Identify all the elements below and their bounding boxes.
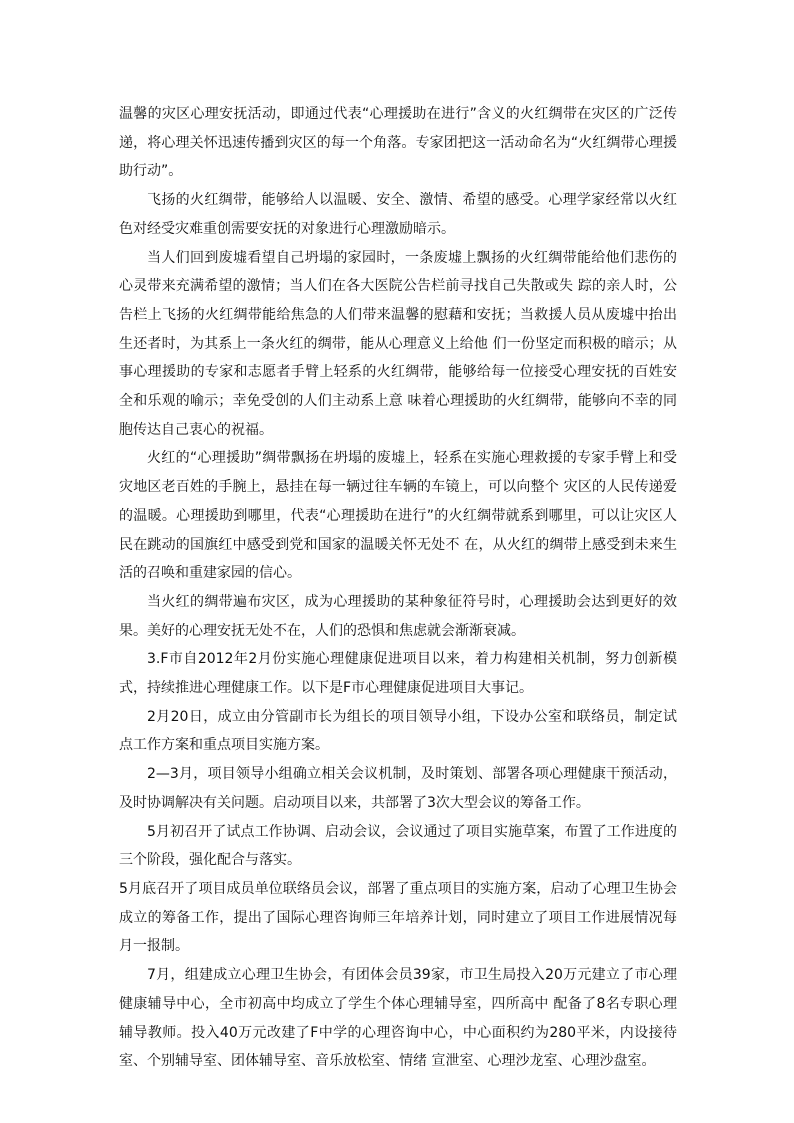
paragraph-6: 3.F市自2012年2月份实施心理健康促进项目以来，着力构建相关机制，努力创新模式，持续推进心理健康工作。以下是F市心理健康促进项目大事记。 — [119, 651, 677, 697]
paragraph-5: 当火红的绸带遍布灾区，成为心理援助的某种象征符号时，心理援助会达到更好的效果。美好的心理安抚无处不在，人们的恐惧和焦虑就会渐渐衰减。 — [119, 593, 677, 639]
paragraph-8: 2—3月，项目领导小组确立相关会议机制，及时策划、部署各项心理健康干预活动，及时协调解决有关问题。启动项目以来，共部署了3次大型会议的筹备工作。 — [119, 766, 677, 811]
paragraph-3: 当人们回到废墟看望自己坍塌的家园时，一条废墟上飘扬的火红绸带能给他们悲伤的心灵带来充满希望的激情；当人们在各大医院公告栏前寻找自己失散或失 踪的亲人时，公告栏上飞扬的火红绸带能给焦急的人们带来温馨的慰藉和安抚；当救援人员从废墟中抬出生还者时，为其系上一条火红的绸带，能从心理意义上给他 们一份坚定而积极的暗示；从事心理援助的专家和志愿者手臂上轻系的火红绸带，能够给每一位接受心理安抚的百姓安全和乐观的喻示；幸免受创的人们主动系上意 味着心理援助的火红绸带，能够向不幸的同胞传达自己衷心的祝福。 — [119, 249, 677, 438]
paragraph-2: 飞扬的火红绸带，能够给人以温暖、安全、激情、希望的感受。心理学家经常以火红色对经受灾难重创需要安抚的对象进行心理激励暗示。 — [119, 192, 677, 237]
document-body — [119, 100, 677, 1076]
paragraph-1: 温馨的灾区心理安抚活动，即通过代表“心理援助在进行”含义的火红绸带在灾区的广泛传递，将心理关怀迅速传播到灾区的每一个角落。专家团把这一活动命名为“火红绸带心理援助行动”。 — [119, 106, 677, 180]
paragraph-4: 火红的“心理援助”绸带飘扬在坍塌的废墟上，轻系在实施心理救援的专家手臂上和受灾地区老百姓的手腕上，悬挂在每一辆过往车辆的车镜上，可以向整个 灾区的人民传递爱的温暖。心理援助到哪里，代表“心理援助在进行”的火红绸带就系到哪里，可以让灾区人民在跳动的国旗红中感受到党和国家的温暖关怀无处不 在，从火红的绸带上感受到未来生活的召唤和重建家园的信心。 — [119, 450, 677, 582]
paragraph-10: 5月底召开了项目成员单位联络员会议，部署了重点项目的实施方案，启动了心理卫生协会成立的筹备工作，提出了国际心理咨询师三年培养计划，同时建立了项目工作进展情况每月一报制。 — [119, 880, 677, 955]
paragraph-11: 7月，组建成立心理卫生协会，有团体会员39家，市卫生局投入20万元建立了市心理健康辅导中心，全市初高中均成立了学生个体心理辅导室，四所高中 配备了8名专职心理辅导教师。投入40万元改建了F中学的心理咨询中心，中心面积约为280平米，内设接待室、个别辅导室、团体辅导室、音乐放松室、情绪 宣泄室、心理沙龙室、心理沙盘室。 — [119, 967, 677, 1070]
paragraph-7: 2月20日，成立由分管副市长为组长的项目领导小组，下设办公室和联络员，制定试点工作方案和重点项目实施方案。 — [119, 708, 677, 754]
paragraph-9: 5月初召开了试点工作协调、启动会议，会议通过了项目实施草案，布置了工作进度的三个阶段，强化配合与落实。 — [119, 823, 677, 869]
